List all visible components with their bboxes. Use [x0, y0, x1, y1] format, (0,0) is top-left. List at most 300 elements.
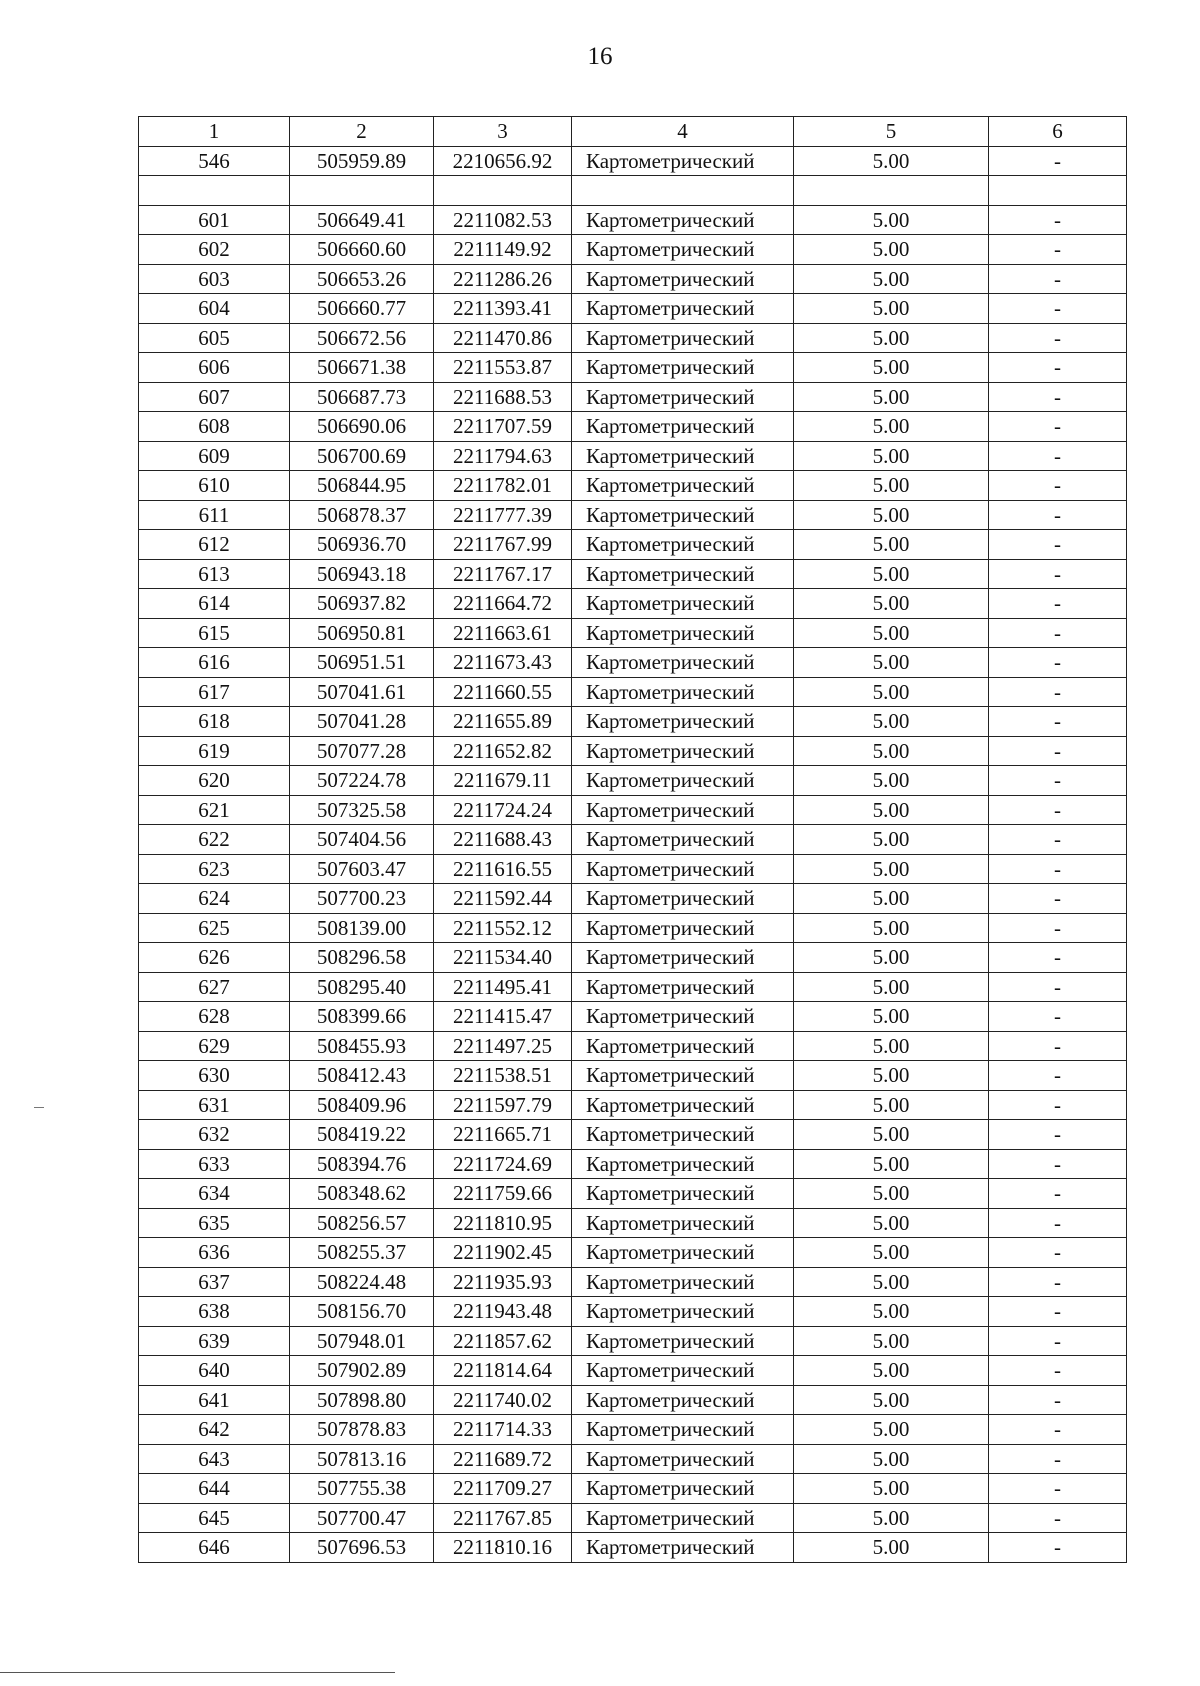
- point-number-cell: 606: [139, 353, 290, 383]
- point-number-cell: 645: [139, 1503, 290, 1533]
- method-cell: Картометрический: [572, 589, 794, 619]
- header-cell-5: 5: [794, 117, 989, 147]
- accuracy-cell: 5.00: [794, 559, 989, 589]
- point-number-cell: 638: [139, 1297, 290, 1327]
- y-coordinate-cell: 2211616.55: [434, 854, 572, 884]
- table-row: [139, 648, 1127, 678]
- y-coordinate-cell: 2211495.41: [434, 972, 572, 1002]
- description-cell: -: [989, 559, 1127, 589]
- point-number-cell: 635: [139, 1208, 290, 1238]
- description-cell: -: [989, 1474, 1127, 1504]
- accuracy-cell: 5.00: [794, 412, 989, 442]
- point-number-cell: 637: [139, 1267, 290, 1297]
- method-cell: Картометрический: [572, 412, 794, 442]
- accuracy-cell: 5.00: [794, 1503, 989, 1533]
- point-number-cell: 633: [139, 1149, 290, 1179]
- description-cell: -: [989, 1120, 1127, 1150]
- header-cell-4: 4: [572, 117, 794, 147]
- table-body: [139, 146, 1127, 1562]
- x-coordinate-cell: 507948.01: [290, 1326, 434, 1356]
- point-number-cell: 644: [139, 1474, 290, 1504]
- description-cell: -: [989, 1503, 1127, 1533]
- description-cell: -: [989, 707, 1127, 737]
- method-cell: Картометрический: [572, 1474, 794, 1504]
- table-row: [139, 382, 1127, 412]
- table-row: [139, 825, 1127, 855]
- y-coordinate-cell: 2211794.63: [434, 441, 572, 471]
- point-number-cell: 624: [139, 884, 290, 914]
- description-cell: -: [989, 1444, 1127, 1474]
- accuracy-cell: 5.00: [794, 1267, 989, 1297]
- table-row: [139, 1090, 1127, 1120]
- method-cell: Картометрический: [572, 146, 794, 176]
- accuracy-cell: 5.00: [794, 707, 989, 737]
- accuracy-cell: 5.00: [794, 1238, 989, 1268]
- y-coordinate-cell: 2211857.62: [434, 1326, 572, 1356]
- point-number-cell: 614: [139, 589, 290, 619]
- y-coordinate-cell: 2211767.99: [434, 530, 572, 560]
- point-number-cell: 610: [139, 471, 290, 501]
- description-cell: -: [989, 1061, 1127, 1091]
- accuracy-cell: 5.00: [794, 884, 989, 914]
- description-cell: -: [989, 1179, 1127, 1209]
- point-number-cell: 640: [139, 1356, 290, 1386]
- description-cell: -: [989, 913, 1127, 943]
- accuracy-cell: 5.00: [794, 235, 989, 265]
- y-coordinate-cell: 2211597.79: [434, 1090, 572, 1120]
- table-row: [139, 294, 1127, 324]
- empty-row: [139, 176, 1127, 206]
- description-cell: -: [989, 677, 1127, 707]
- point-number-cell: 639: [139, 1326, 290, 1356]
- point-number-cell: 646: [139, 1533, 290, 1563]
- point-number-cell: 626: [139, 943, 290, 973]
- table-row: [139, 1002, 1127, 1032]
- x-coordinate-cell: 506878.37: [290, 500, 434, 530]
- method-cell: Картометрический: [572, 913, 794, 943]
- accuracy-cell: 5.00: [794, 205, 989, 235]
- y-coordinate-cell: 2211943.48: [434, 1297, 572, 1327]
- method-cell: Картометрический: [572, 707, 794, 737]
- y-coordinate-cell: 2211814.64: [434, 1356, 572, 1386]
- description-cell: -: [989, 235, 1127, 265]
- point-number-cell: 615: [139, 618, 290, 648]
- method-cell: Картометрический: [572, 618, 794, 648]
- y-coordinate-cell: 2211660.55: [434, 677, 572, 707]
- description-cell: -: [989, 854, 1127, 884]
- table-header-row: [139, 117, 1127, 147]
- accuracy-cell: 5.00: [794, 441, 989, 471]
- y-coordinate-cell: 2211707.59: [434, 412, 572, 442]
- method-cell: Картометрический: [572, 294, 794, 324]
- x-coordinate-cell: 507898.80: [290, 1385, 434, 1415]
- empty-cell: [434, 176, 572, 206]
- accuracy-cell: 5.00: [794, 382, 989, 412]
- page-number: 16: [587, 43, 613, 70]
- accuracy-cell: 5.00: [794, 1061, 989, 1091]
- table-row: [139, 972, 1127, 1002]
- description-cell: -: [989, 146, 1127, 176]
- x-coordinate-cell: 508139.00: [290, 913, 434, 943]
- x-coordinate-cell: 508409.96: [290, 1090, 434, 1120]
- description-cell: -: [989, 1533, 1127, 1563]
- accuracy-cell: 5.00: [794, 1208, 989, 1238]
- method-cell: Картометрический: [572, 1090, 794, 1120]
- point-number-cell: 612: [139, 530, 290, 560]
- point-number-cell: 603: [139, 264, 290, 294]
- x-coordinate-cell: 508256.57: [290, 1208, 434, 1238]
- method-cell: Картометрический: [572, 1120, 794, 1150]
- accuracy-cell: 5.00: [794, 471, 989, 501]
- x-coordinate-cell: 507700.47: [290, 1503, 434, 1533]
- description-cell: -: [989, 1356, 1127, 1386]
- point-number-cell: 617: [139, 677, 290, 707]
- accuracy-cell: 5.00: [794, 589, 989, 619]
- table-row: [139, 323, 1127, 353]
- method-cell: Картометрический: [572, 972, 794, 1002]
- point-number-cell: 631: [139, 1090, 290, 1120]
- table-row: [139, 1326, 1127, 1356]
- table-row: [139, 1031, 1127, 1061]
- method-cell: Картометрический: [572, 884, 794, 914]
- table-row: [139, 1297, 1127, 1327]
- y-coordinate-cell: 2211714.33: [434, 1415, 572, 1445]
- accuracy-cell: 5.00: [794, 618, 989, 648]
- method-cell: Картометрический: [572, 1444, 794, 1474]
- y-coordinate-cell: 2211767.85: [434, 1503, 572, 1533]
- accuracy-cell: 5.00: [794, 1031, 989, 1061]
- y-coordinate-cell: 2211497.25: [434, 1031, 572, 1061]
- description-cell: -: [989, 205, 1127, 235]
- x-coordinate-cell: 508255.37: [290, 1238, 434, 1268]
- method-cell: Картометрический: [572, 795, 794, 825]
- x-coordinate-cell: 508412.43: [290, 1061, 434, 1091]
- header-cell-3: 3: [434, 117, 572, 147]
- method-cell: Картометрический: [572, 1415, 794, 1445]
- point-number-cell: 625: [139, 913, 290, 943]
- empty-cell: [572, 176, 794, 206]
- y-coordinate-cell: 2211415.47: [434, 1002, 572, 1032]
- table-row: [139, 412, 1127, 442]
- description-cell: -: [989, 471, 1127, 501]
- description-cell: -: [989, 1149, 1127, 1179]
- method-cell: Картометрический: [572, 943, 794, 973]
- y-coordinate-cell: 2211664.72: [434, 589, 572, 619]
- accuracy-cell: 5.00: [794, 323, 989, 353]
- x-coordinate-cell: 507902.89: [290, 1356, 434, 1386]
- accuracy-cell: 5.00: [794, 1179, 989, 1209]
- table-row: [139, 530, 1127, 560]
- description-cell: -: [989, 589, 1127, 619]
- x-coordinate-cell: 507878.83: [290, 1415, 434, 1445]
- table-row: [139, 884, 1127, 914]
- x-coordinate-cell: 506951.51: [290, 648, 434, 678]
- x-coordinate-cell: 508419.22: [290, 1120, 434, 1150]
- description-cell: -: [989, 766, 1127, 796]
- method-cell: Картометрический: [572, 1326, 794, 1356]
- method-cell: Картометрический: [572, 205, 794, 235]
- y-coordinate-cell: 2211689.72: [434, 1444, 572, 1474]
- table-row: [139, 500, 1127, 530]
- accuracy-cell: 5.00: [794, 766, 989, 796]
- method-cell: Картометрический: [572, 1149, 794, 1179]
- table-row: [139, 441, 1127, 471]
- table-row: [139, 1120, 1127, 1150]
- table-row: [139, 235, 1127, 265]
- method-cell: Картометрический: [572, 264, 794, 294]
- description-cell: -: [989, 1002, 1127, 1032]
- method-cell: Картометрический: [572, 530, 794, 560]
- method-cell: Картометрический: [572, 825, 794, 855]
- point-number-cell: 616: [139, 648, 290, 678]
- y-coordinate-cell: 2211777.39: [434, 500, 572, 530]
- point-number-cell: 622: [139, 825, 290, 855]
- point-number-cell: 634: [139, 1179, 290, 1209]
- coordinates-table: [138, 116, 1127, 1563]
- x-coordinate-cell: 506950.81: [290, 618, 434, 648]
- table-row: [139, 707, 1127, 737]
- accuracy-cell: 5.00: [794, 294, 989, 324]
- y-coordinate-cell: 2211688.53: [434, 382, 572, 412]
- table-row: [139, 146, 1127, 176]
- description-cell: -: [989, 1326, 1127, 1356]
- x-coordinate-cell: 506687.73: [290, 382, 434, 412]
- accuracy-cell: 5.00: [794, 972, 989, 1002]
- accuracy-cell: 5.00: [794, 1326, 989, 1356]
- y-coordinate-cell: 2211767.17: [434, 559, 572, 589]
- x-coordinate-cell: 506672.56: [290, 323, 434, 353]
- table-row: [139, 766, 1127, 796]
- accuracy-cell: 5.00: [794, 1002, 989, 1032]
- method-cell: Картометрический: [572, 1208, 794, 1238]
- description-cell: -: [989, 382, 1127, 412]
- table-row: [139, 1415, 1127, 1445]
- point-number-cell: 546: [139, 146, 290, 176]
- method-cell: Картометрический: [572, 1061, 794, 1091]
- y-coordinate-cell: 2211552.12: [434, 913, 572, 943]
- y-coordinate-cell: 2211082.53: [434, 205, 572, 235]
- accuracy-cell: 5.00: [794, 913, 989, 943]
- y-coordinate-cell: 2211810.16: [434, 1533, 572, 1563]
- accuracy-cell: 5.00: [794, 1297, 989, 1327]
- empty-cell: [794, 176, 989, 206]
- point-number-cell: 636: [139, 1238, 290, 1268]
- method-cell: Картометрический: [572, 1267, 794, 1297]
- x-coordinate-cell: 506844.95: [290, 471, 434, 501]
- y-coordinate-cell: 2211534.40: [434, 943, 572, 973]
- x-coordinate-cell: 507603.47: [290, 854, 434, 884]
- table-row: [139, 1149, 1127, 1179]
- x-coordinate-cell: 507404.56: [290, 825, 434, 855]
- x-coordinate-cell: 506700.69: [290, 441, 434, 471]
- table-row: [139, 1238, 1127, 1268]
- table-row: [139, 264, 1127, 294]
- table-row: [139, 1533, 1127, 1563]
- accuracy-cell: 5.00: [794, 530, 989, 560]
- y-coordinate-cell: 2210656.92: [434, 146, 572, 176]
- method-cell: Картометрический: [572, 500, 794, 530]
- description-cell: -: [989, 1267, 1127, 1297]
- accuracy-cell: 5.00: [794, 1120, 989, 1150]
- description-cell: -: [989, 264, 1127, 294]
- point-number-cell: 642: [139, 1415, 290, 1445]
- point-number-cell: 607: [139, 382, 290, 412]
- method-cell: Картометрический: [572, 677, 794, 707]
- method-cell: Картометрический: [572, 353, 794, 383]
- point-number-cell: 629: [139, 1031, 290, 1061]
- method-cell: Картометрический: [572, 736, 794, 766]
- footer-rule: [0, 1672, 395, 1673]
- y-coordinate-cell: 2211902.45: [434, 1238, 572, 1268]
- description-cell: -: [989, 323, 1127, 353]
- point-number-cell: 630: [139, 1061, 290, 1091]
- accuracy-cell: 5.00: [794, 146, 989, 176]
- accuracy-cell: 5.00: [794, 677, 989, 707]
- x-coordinate-cell: 508455.93: [290, 1031, 434, 1061]
- x-coordinate-cell: 506690.06: [290, 412, 434, 442]
- x-coordinate-cell: 506936.70: [290, 530, 434, 560]
- accuracy-cell: 5.00: [794, 1356, 989, 1386]
- description-cell: -: [989, 1297, 1127, 1327]
- y-coordinate-cell: 2211810.95: [434, 1208, 572, 1238]
- empty-cell: [139, 176, 290, 206]
- method-cell: Картометрический: [572, 766, 794, 796]
- accuracy-cell: 5.00: [794, 1090, 989, 1120]
- point-number-cell: 641: [139, 1385, 290, 1415]
- accuracy-cell: 5.00: [794, 1415, 989, 1445]
- x-coordinate-cell: 508394.76: [290, 1149, 434, 1179]
- accuracy-cell: 5.00: [794, 825, 989, 855]
- method-cell: Картометрический: [572, 1503, 794, 1533]
- x-coordinate-cell: 508296.58: [290, 943, 434, 973]
- description-cell: -: [989, 795, 1127, 825]
- point-number-cell: 611: [139, 500, 290, 530]
- accuracy-cell: 5.00: [794, 1474, 989, 1504]
- table-row: [139, 471, 1127, 501]
- point-number-cell: 604: [139, 294, 290, 324]
- method-cell: Картометрический: [572, 1385, 794, 1415]
- y-coordinate-cell: 2211665.71: [434, 1120, 572, 1150]
- table-row: [139, 618, 1127, 648]
- description-cell: -: [989, 1208, 1127, 1238]
- description-cell: -: [989, 884, 1127, 914]
- y-coordinate-cell: 2211652.82: [434, 736, 572, 766]
- x-coordinate-cell: 508156.70: [290, 1297, 434, 1327]
- x-coordinate-cell: 506937.82: [290, 589, 434, 619]
- description-cell: -: [989, 648, 1127, 678]
- x-coordinate-cell: 506943.18: [290, 559, 434, 589]
- point-number-cell: 609: [139, 441, 290, 471]
- description-cell: -: [989, 294, 1127, 324]
- point-number-cell: 613: [139, 559, 290, 589]
- accuracy-cell: 5.00: [794, 854, 989, 884]
- x-coordinate-cell: 506653.26: [290, 264, 434, 294]
- method-cell: Картометрический: [572, 441, 794, 471]
- y-coordinate-cell: 2211470.86: [434, 323, 572, 353]
- y-coordinate-cell: 2211688.43: [434, 825, 572, 855]
- x-coordinate-cell: 508348.62: [290, 1179, 434, 1209]
- description-cell: -: [989, 1031, 1127, 1061]
- table-row: [139, 943, 1127, 973]
- table-row: [139, 1267, 1127, 1297]
- table-row: [139, 1061, 1127, 1091]
- x-coordinate-cell: 508295.40: [290, 972, 434, 1002]
- table-row: [139, 677, 1127, 707]
- point-number-cell: 618: [139, 707, 290, 737]
- header-cell-6: 6: [989, 117, 1127, 147]
- table-row: [139, 1474, 1127, 1504]
- y-coordinate-cell: 2211709.27: [434, 1474, 572, 1504]
- accuracy-cell: 5.00: [794, 1444, 989, 1474]
- y-coordinate-cell: 2211935.93: [434, 1267, 572, 1297]
- description-cell: -: [989, 736, 1127, 766]
- method-cell: Картометрический: [572, 323, 794, 353]
- method-cell: Картометрический: [572, 648, 794, 678]
- point-number-cell: 619: [139, 736, 290, 766]
- description-cell: -: [989, 943, 1127, 973]
- method-cell: Картометрический: [572, 1002, 794, 1032]
- table-row: [139, 736, 1127, 766]
- header-cell-1: 1: [139, 117, 290, 147]
- description-cell: -: [989, 412, 1127, 442]
- x-coordinate-cell: 506660.60: [290, 235, 434, 265]
- point-number-cell: 627: [139, 972, 290, 1002]
- description-cell: -: [989, 1238, 1127, 1268]
- method-cell: Картометрический: [572, 382, 794, 412]
- y-coordinate-cell: 2211663.61: [434, 618, 572, 648]
- y-coordinate-cell: 2211286.26: [434, 264, 572, 294]
- description-cell: -: [989, 618, 1127, 648]
- y-coordinate-cell: 2211740.02: [434, 1385, 572, 1415]
- table-row: [139, 353, 1127, 383]
- y-coordinate-cell: 2211393.41: [434, 294, 572, 324]
- description-cell: -: [989, 1415, 1127, 1445]
- table-row: [139, 589, 1127, 619]
- table-row: [139, 1208, 1127, 1238]
- x-coordinate-cell: 507041.28: [290, 707, 434, 737]
- method-cell: Картометрический: [572, 1238, 794, 1268]
- y-coordinate-cell: 2211538.51: [434, 1061, 572, 1091]
- description-cell: -: [989, 1090, 1127, 1120]
- table-row: [139, 1503, 1127, 1533]
- accuracy-cell: 5.00: [794, 795, 989, 825]
- y-coordinate-cell: 2211724.69: [434, 1149, 572, 1179]
- x-coordinate-cell: 506649.41: [290, 205, 434, 235]
- table-row: [139, 559, 1127, 589]
- point-number-cell: 628: [139, 1002, 290, 1032]
- y-coordinate-cell: 2211724.24: [434, 795, 572, 825]
- accuracy-cell: 5.00: [794, 1385, 989, 1415]
- x-coordinate-cell: 507696.53: [290, 1533, 434, 1563]
- table-row: [139, 795, 1127, 825]
- empty-cell: [989, 176, 1127, 206]
- y-coordinate-cell: 2211759.66: [434, 1179, 572, 1209]
- x-coordinate-cell: 507755.38: [290, 1474, 434, 1504]
- x-coordinate-cell: 508224.48: [290, 1267, 434, 1297]
- point-number-cell: 602: [139, 235, 290, 265]
- point-number-cell: 621: [139, 795, 290, 825]
- method-cell: Картометрический: [572, 1356, 794, 1386]
- method-cell: Картометрический: [572, 1297, 794, 1327]
- x-coordinate-cell: 508399.66: [290, 1002, 434, 1032]
- point-number-cell: 620: [139, 766, 290, 796]
- method-cell: Картометрический: [572, 1031, 794, 1061]
- description-cell: -: [989, 825, 1127, 855]
- accuracy-cell: 5.00: [794, 264, 989, 294]
- accuracy-cell: 5.00: [794, 500, 989, 530]
- method-cell: Картометрический: [572, 854, 794, 884]
- table-row: [139, 854, 1127, 884]
